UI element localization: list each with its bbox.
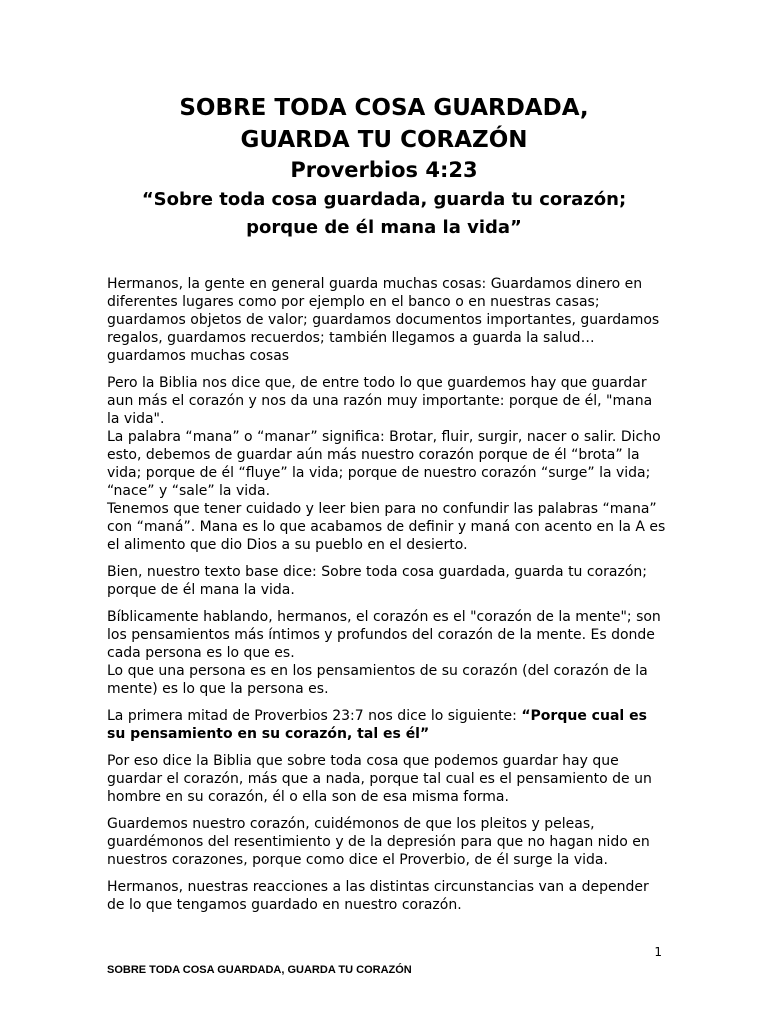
title-block bbox=[0, 92, 768, 240]
text-line: Hermanos, la gente en general guarda muchas cosas: Guardamos dinero en bbox=[107, 276, 643, 292]
text-line: La palabra “mana” o “manar” significa: Brotar, fluir, surgir, nacer o salir. Dicho bbox=[107, 429, 661, 445]
text-line: guardamos muchas cosas bbox=[107, 348, 290, 364]
page-footer: SOBRE TODA COSA GUARDADA, GUARDA TU CORAZÓN bbox=[107, 964, 412, 976]
text-line: nuestros corazones, porque como dice el Proverbio, de él surge la vida. bbox=[107, 852, 608, 868]
paragraph-7 bbox=[107, 815, 667, 869]
paragraph-6 bbox=[107, 752, 667, 806]
scripture-reference: Proverbios 4:23 bbox=[290, 158, 478, 182]
title-line-2: GUARDA TU CORAZÓN bbox=[240, 127, 528, 153]
text-line: guardamos objetos de valor; guardamos documentos importantes, guardamos bbox=[107, 312, 660, 328]
text-line bbox=[107, 707, 667, 725]
paragraph-2 bbox=[107, 374, 667, 554]
quote-bold-part-2: su pensamiento en su corazón, tal es él” bbox=[107, 726, 430, 742]
verse-line-1: “Sobre toda cosa guardada, guarda tu corazón; bbox=[141, 189, 627, 210]
text-line: Hermanos, nuestras reacciones a las distintas circunstancias van a depender bbox=[107, 879, 649, 895]
body-text bbox=[107, 275, 667, 923]
paragraph-8 bbox=[107, 878, 667, 914]
text-line: Tenemos que tener cuidado y leer bien para no confundir las palabras “mana” bbox=[107, 501, 657, 517]
paragraph-5 bbox=[107, 707, 667, 743]
quote-intro: La primera mitad de Proverbios 23:7 nos dice lo siguiente: bbox=[107, 708, 522, 724]
paragraph-1 bbox=[107, 275, 667, 365]
paragraph-3 bbox=[107, 563, 667, 599]
text-line bbox=[107, 725, 667, 743]
text-line: porque de él mana la vida. bbox=[107, 582, 295, 598]
text-line: el alimento que dio Dios a su pueblo en el desierto. bbox=[107, 537, 468, 553]
text-line: Pero la Biblia nos dice que, de entre todo lo que guardemos hay que guardar bbox=[107, 375, 647, 391]
text-line: Por eso dice la Biblia que sobre toda cosa que podemos guardar hay que bbox=[107, 753, 619, 769]
text-line: Lo que una persona es en los pensamientos de su corazón (del corazón de la bbox=[107, 663, 648, 679]
text-line: esto, debemos de guardar aún más nuestro corazón porque de él “brota” la bbox=[107, 447, 640, 463]
text-line: mente) es lo que la persona es. bbox=[107, 681, 329, 697]
text-line: los pensamientos más íntimos y profundos del corazón de la mente. Es donde bbox=[107, 627, 655, 643]
quote-bold-part-1: “Porque cual es bbox=[521, 708, 647, 724]
text-line: Guardemos nuestro corazón, cuidémonos de que los pleitos y peleas, bbox=[107, 816, 595, 832]
text-line: la vida". bbox=[107, 411, 165, 427]
page-number: 1 bbox=[654, 945, 662, 959]
text-line: aun más el corazón y nos da una razón muy importante: porque de él, "mana bbox=[107, 393, 653, 409]
text-line: cada persona es lo que es. bbox=[107, 645, 295, 661]
verse-line-2: porque de él mana la vida” bbox=[246, 217, 522, 238]
text-line: hombre en su corazón, él o ella son de esa misma forma. bbox=[107, 789, 509, 805]
text-line: con “maná”. Mana es lo que acabamos de definir y maná con acento en la A es bbox=[107, 519, 666, 535]
text-line: “nace” y “sale” la vida. bbox=[107, 483, 271, 499]
text-line: Bíblicamente hablando, hermanos, el corazón es el "corazón de la mente"; son bbox=[107, 609, 661, 625]
text-line: guardar el corazón, más que a nada, porque tal cual es el pensamiento de un bbox=[107, 771, 652, 787]
text-line: guardémonos del resentimiento y de la depresión para que no hagan nido en bbox=[107, 834, 650, 850]
text-line: Bien, nuestro texto base dice: Sobre toda cosa guardada, guarda tu corazón; bbox=[107, 564, 647, 580]
text-line: de lo que tengamos guardado en nuestro corazón. bbox=[107, 897, 462, 913]
title-line-1: SOBRE TODA COSA GUARDADA, bbox=[179, 95, 589, 121]
text-line: regalos, guardamos recuerdos; también llegamos a guarda la salud… bbox=[107, 330, 595, 346]
paragraph-4 bbox=[107, 608, 667, 698]
text-line: vida; porque de él “fluye” la vida; porque de nuestro corazón “surge” la vida; bbox=[107, 465, 651, 481]
text-line: diferentes lugares como por ejemplo en el banco o en nuestras casas; bbox=[107, 294, 600, 310]
